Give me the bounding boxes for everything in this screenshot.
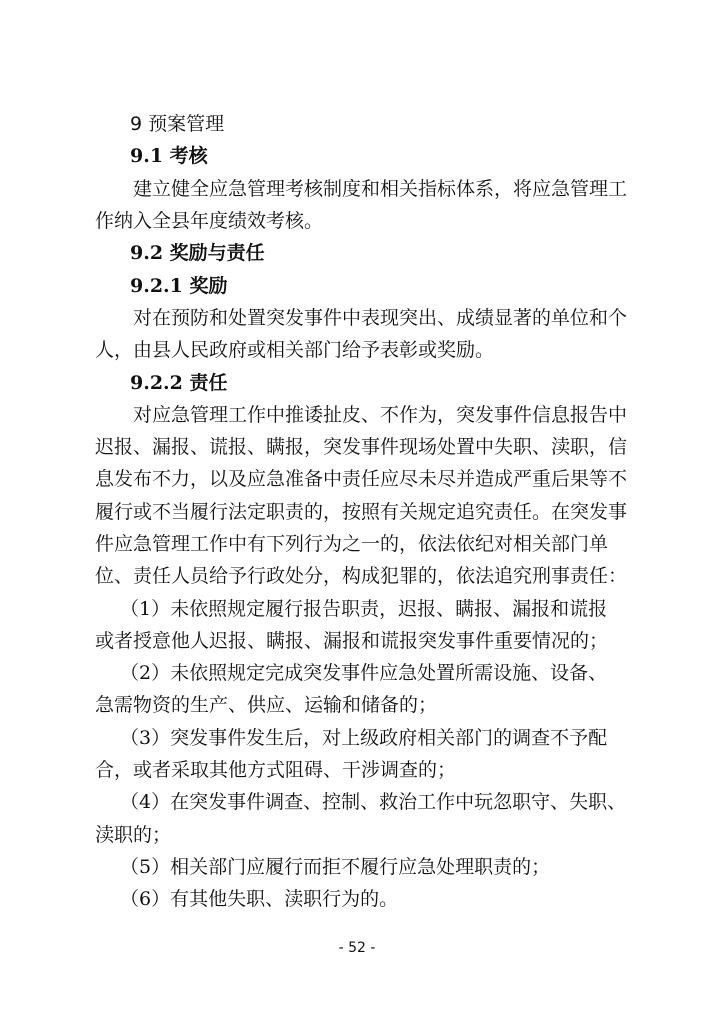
paragraph-line: 作纳入全县年度绩效考核。 [95,210,324,232]
list-item-line: （2）未依照规定完成突发事件应急处置所需设施、设备、 [120,662,608,684]
list-item-line: 急需物资的生产、供应、运输和储备的； [95,694,438,716]
paragraph-line: 件应急管理工作中有下列行为之一的，依法依纪对相关部门单 [95,533,609,555]
list-item-line: 或者授意他人迟报、瞒报、漏报和谎报突发事件重要情况的； [95,630,609,652]
paragraph-line: 对在预防和处置突发事件中表现突出、成绩显著的单位和个 [133,307,628,329]
paragraph-line: 迟报、漏报、谎报、瞒报，突发事件现场处置中失职、渎职，信 [95,436,628,458]
list-item-line: （1）未依照规定履行报告职责，迟报、瞒报、漏报和谎报 [120,598,608,620]
subsection-heading: 9.2 奖励与责任 [130,242,265,264]
paragraph-line: 位、责任人员给予行政处分，构成犯罪的，依法追究刑事责任： [95,565,628,587]
list-item-line: （5）相关部门应履行而拒不履行应急处理职责的； [120,856,551,878]
subsection-heading: 9.1 考核 [130,145,208,167]
paragraph-line: 对应急管理工作中推诿扯皮、不作为，突发事件信息报告中 [133,404,628,426]
list-item-line: （4）在突发事件调查、控制、救治工作中玩忽职守、失职、 [120,791,627,813]
subsection-heading: 9.2.1 奖励 [130,275,228,297]
subsection-heading: 9.2.2 责任 [130,372,228,394]
paragraph-line: 履行或不当履行法定职责的，按照有关规定追究责任。在突发事 [95,501,628,523]
paragraph-line: 建立健全应急管理考核制度和相关指标体系，将应急管理工 [133,178,628,200]
list-item-line: 合，或者采取其他方式阻碍、干涉调查的； [95,759,457,781]
section-heading: 9 预案管理 [130,113,225,135]
list-item-line: （6）有其他失职、渎职行为的。 [120,888,399,910]
list-item-line: 渎职的； [95,824,172,846]
paragraph-line: 人，由县人民政府或相关部门给予表彰或奖励。 [95,339,495,361]
list-item-line: （3）突发事件发生后，对上级政府相关部门的调查不予配 [120,727,608,749]
paragraph-line: 息发布不力，以及应急准备中责任应尽未尽并造成严重后果等不 [95,468,628,490]
page-number: - 52 - [338,940,376,956]
